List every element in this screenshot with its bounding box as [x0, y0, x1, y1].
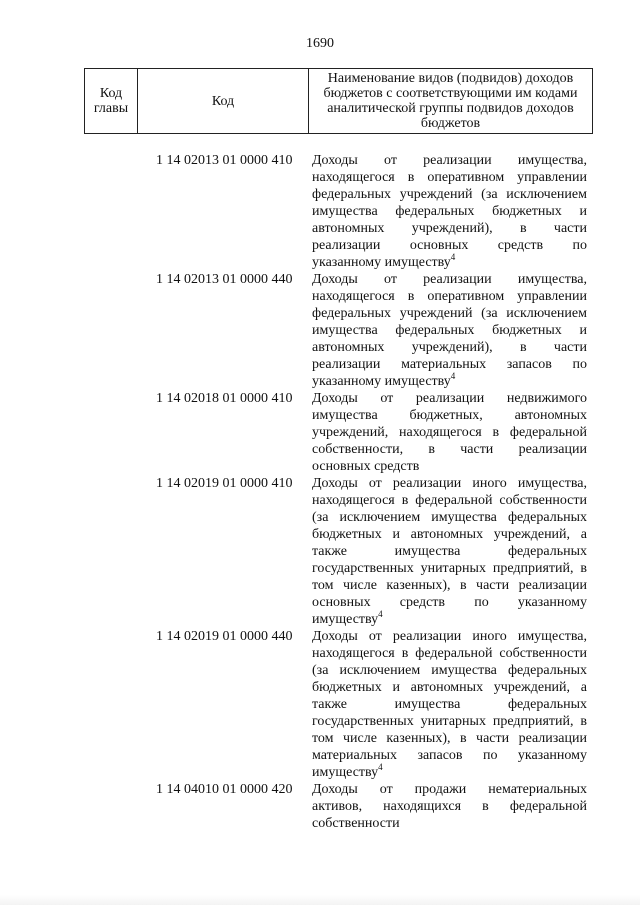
page-number: 1690: [306, 36, 334, 51]
footnote-marker: 4: [378, 762, 383, 772]
row-text-line: находящегося в федеральной собственности: [312, 646, 587, 661]
row-code: 1 14 02018 01 0000 410: [156, 391, 293, 406]
row-text-line: федеральных учреждений (за исключением: [312, 187, 587, 202]
row-text-line: [312, 611, 587, 628]
row-text-line: том числе казенных), в части реализации: [312, 731, 587, 746]
header-col-code: Код: [138, 69, 309, 134]
row-text-line: автономных учреждений), в части: [312, 340, 587, 355]
row-text-line: также имущества федеральных: [312, 697, 587, 712]
row-text-line: автономных учреждений), в части: [312, 221, 587, 236]
header-col-name-text: Наименование видов (подвидов) доходов бюджетов с соответствующими им кодами аналитической группы подвидов доходов бюджетов: [323, 71, 578, 131]
footnote-marker: 4: [450, 252, 456, 262]
row-text-line: Доходы от реализации недвижимого: [312, 391, 587, 406]
header-col-name: [309, 69, 593, 134]
table-row: [0, 152, 640, 271]
table-row: [0, 271, 640, 390]
row-text-line: имущества бюджетных, автономных: [312, 408, 587, 423]
table-row: [0, 781, 640, 832]
row-text-line: [312, 764, 587, 781]
header-col-glavy: Код главы: [85, 69, 138, 134]
page-bottom-edge: [0, 895, 640, 905]
row-text-line: имущества федеральных бюджетных и: [312, 323, 587, 338]
row-text-line: находящегося в оперативном управлении: [312, 289, 587, 304]
row-text-line: (за исключением имущества федеральных: [312, 663, 587, 678]
row-text: [312, 152, 587, 271]
table-row: [0, 390, 640, 475]
row-text-line: основных средств: [312, 459, 420, 474]
row-code: 1 14 04010 01 0000 420: [156, 782, 293, 797]
row-text-line: бюджетных и автономных учреждений, а: [312, 527, 587, 542]
row-text-line: [312, 254, 587, 271]
row-code: 1 14 02019 01 0000 410: [156, 476, 293, 491]
row-text-line: Доходы от продажи нематериальных: [312, 782, 587, 797]
row-text-line: собственности, в части реализации: [312, 442, 587, 457]
row-text: [312, 628, 587, 781]
table-header: [84, 68, 593, 134]
row-text-line-content: имуществу: [312, 765, 379, 780]
row-text-line: Доходы от реализации имущества,: [312, 153, 587, 168]
row-text: [312, 390, 587, 475]
row-text-line: находящегося в оперативном управлении: [312, 170, 587, 185]
row-text-line: имущества федеральных бюджетных и: [312, 204, 587, 219]
row-text: [312, 271, 587, 390]
footnote-marker: 4: [378, 609, 383, 619]
row-text: [312, 475, 587, 628]
row-text-line: государственных унитарных предприятий, в: [312, 714, 587, 729]
row-text-line: Доходы от реализации иного имущества,: [312, 476, 587, 491]
row-text-line: материальных запасов по указанному: [312, 748, 587, 763]
row-text-line: основных средств по указанному: [312, 595, 587, 610]
row-text-line: Доходы от реализации имущества,: [312, 272, 587, 287]
row-text-line: активов, находящихся в федеральной: [312, 799, 587, 814]
row-text-line-content: указанному имуществу: [312, 374, 451, 389]
row-text-line: бюджетных и автономных учреждений, а: [312, 680, 587, 695]
table-row: [0, 628, 640, 781]
row-text-line: также имущества федеральных: [312, 544, 587, 559]
row-text-line: находящегося в федеральной собственности: [312, 493, 587, 508]
table-row: [0, 475, 640, 628]
row-code: 1 14 02013 01 0000 440: [156, 272, 293, 287]
row-text-line: собственности: [312, 816, 400, 831]
row-text-line: государственных унитарных предприятий, в: [312, 561, 587, 576]
row-code: 1 14 02013 01 0000 410: [156, 153, 293, 168]
footnote-marker: 4: [450, 371, 456, 381]
row-text-line: (за исключением имущества федеральных: [312, 510, 587, 525]
row-text-line: федеральных учреждений (за исключением: [312, 306, 587, 321]
row-text-line: реализации материальных запасов по: [312, 357, 587, 372]
row-text-line: реализации основных средств по: [312, 238, 587, 253]
row-text: [312, 781, 587, 832]
table-body: [0, 152, 640, 832]
row-text-line-content: указанному имуществу: [312, 255, 451, 270]
row-text-line-content: имуществу: [312, 612, 379, 627]
row-text-line: том числе казенных), в части реализации: [312, 578, 587, 593]
row-text-line: [312, 373, 587, 390]
row-code: 1 14 02019 01 0000 440: [156, 629, 293, 644]
row-text-line: учреждений, находящегося в федеральной: [312, 425, 587, 440]
row-text-line: Доходы от реализации иного имущества,: [312, 629, 587, 644]
